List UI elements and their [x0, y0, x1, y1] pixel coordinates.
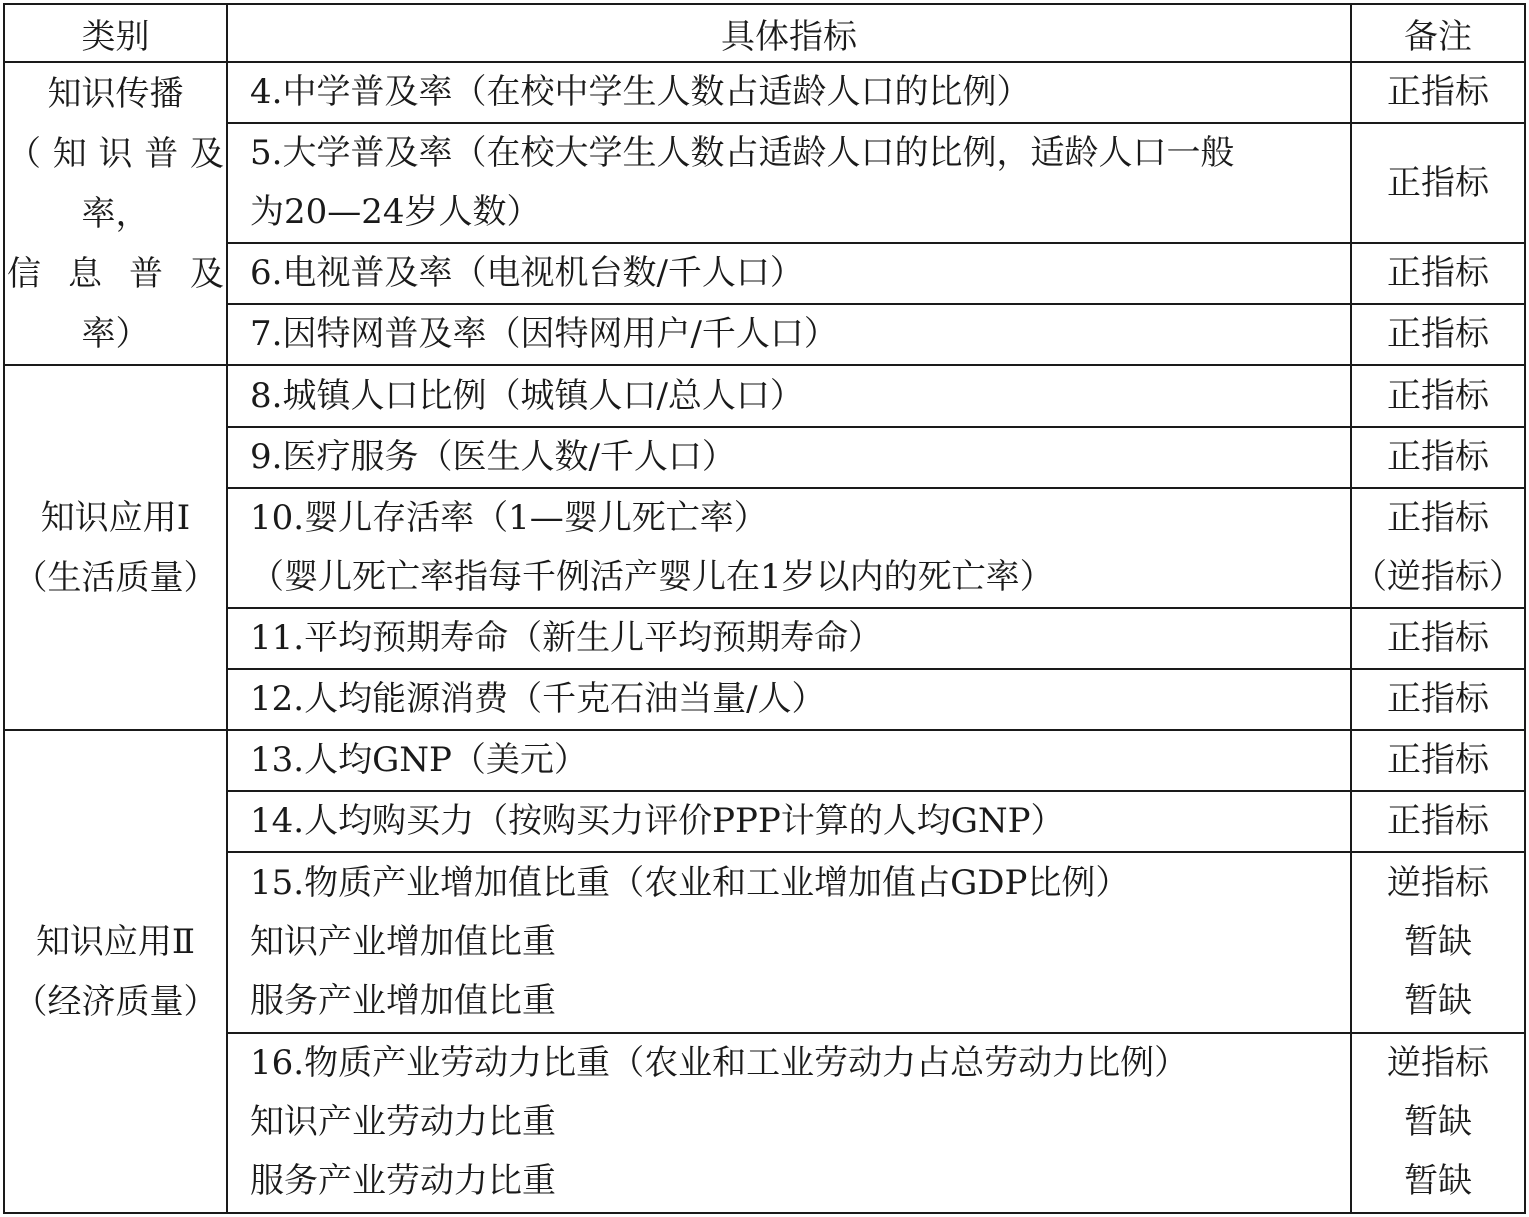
indicator-text: 15.物质产业增加值比重（农业和工业增加值占GDP比例）	[250, 862, 1130, 903]
indicator-cell	[227, 608, 1351, 669]
indicator-text: 9.医疗服务（医生人数/千人口）	[250, 436, 736, 477]
note-cell	[1351, 427, 1525, 488]
indicator-cell	[227, 1033, 1351, 1213]
note-text: 逆指标	[1387, 862, 1489, 903]
table-row	[4, 62, 1525, 123]
table-row	[4, 304, 1525, 365]
note-text: 暂缺	[1404, 1102, 1472, 1143]
note-text: （逆指标）	[1353, 556, 1523, 597]
indicator-text: 知识产业增加值比重	[250, 921, 556, 962]
indicator-text: 服务产业劳动力比重	[250, 1161, 556, 1202]
table-row	[4, 791, 1525, 852]
note-text: 正指标	[1387, 679, 1489, 720]
note-text: 正指标	[1387, 617, 1489, 658]
table-row	[4, 852, 1525, 1032]
note-text: 逆指标	[1387, 1043, 1489, 1084]
category-cell-knowledge-application-1	[4, 365, 227, 730]
category-cell-knowledge-application-2	[4, 730, 227, 1213]
category-line: 知识应用Ⅰ	[40, 497, 191, 538]
note-text: 暂缺	[1404, 921, 1472, 962]
indicator-cell	[227, 62, 1351, 123]
indicator-text: 16.物质产业劳动力比重（农业和工业劳动力占总劳动力比例）	[250, 1043, 1189, 1084]
indicator-cell	[227, 488, 1351, 608]
note-cell	[1351, 791, 1525, 852]
category-line: 率，	[81, 193, 150, 234]
note-cell	[1351, 730, 1525, 791]
note-cell	[1351, 304, 1525, 365]
header-indicator: 具体指标	[227, 4, 1351, 62]
table-row	[4, 365, 1525, 426]
category-cell-knowledge-dissemination	[4, 62, 227, 365]
table-row	[4, 427, 1525, 488]
category-line: （知识普及	[7, 133, 224, 174]
indicator-table	[3, 3, 1526, 1214]
category-line: 信息普及	[7, 253, 224, 294]
indicator-text: 13.人均GNP（美元）	[250, 740, 588, 781]
indicator-text: 8.城镇人口比例（城镇人口/总人口）	[250, 375, 804, 416]
indicator-text: 5.大学普及率（在校大学生人数占适龄人口的比例，适龄人口一般	[250, 133, 1235, 174]
indicator-text: 11.平均预期寿命（新生儿平均预期寿命）	[250, 617, 883, 658]
table-row	[4, 123, 1525, 243]
category-line: （生活质量）	[13, 557, 218, 598]
table-row	[4, 608, 1525, 669]
note-cell	[1351, 852, 1525, 1032]
indicator-text: 12.人均能源消费（千克石油当量/人）	[250, 679, 826, 720]
indicator-cell	[227, 123, 1351, 243]
note-cell	[1351, 669, 1525, 730]
indicator-cell	[227, 243, 1351, 304]
note-cell	[1351, 123, 1525, 243]
table-row	[4, 730, 1525, 791]
note-text: 正指标	[1387, 314, 1489, 355]
note-text: 正指标	[1387, 162, 1489, 203]
note-text: 正指标	[1387, 740, 1489, 781]
note-cell	[1351, 365, 1525, 426]
indicator-cell	[227, 669, 1351, 730]
table-row	[4, 488, 1525, 608]
header-category: 类别	[4, 4, 227, 62]
header-row	[4, 4, 1525, 62]
note-text: 正指标	[1387, 375, 1489, 416]
note-cell	[1351, 62, 1525, 123]
indicator-text: 10.婴儿存活率（1—婴儿死亡率）	[250, 497, 768, 538]
indicator-text: 6.电视普及率（电视机台数/千人口）	[250, 253, 804, 294]
indicator-cell	[227, 852, 1351, 1032]
note-cell	[1351, 488, 1525, 608]
category-line: （经济质量）	[13, 981, 218, 1022]
indicator-text: 为20—24岁人数）	[250, 192, 541, 233]
note-text: 正指标	[1387, 253, 1489, 294]
indicator-cell	[227, 304, 1351, 365]
indicator-cell	[227, 427, 1351, 488]
indicator-text: 4.中学普及率（在校中学生人数占适龄人口的比例）	[250, 72, 1031, 113]
note-text: 正指标	[1387, 801, 1489, 842]
indicator-cell	[227, 365, 1351, 426]
indicator-text: 知识产业劳动力比重	[250, 1102, 556, 1143]
note-text: 正指标	[1387, 436, 1489, 477]
category-line: 知识传播	[47, 73, 184, 114]
indicator-text: 服务产业增加值比重	[250, 980, 556, 1021]
note-text: 正指标	[1387, 72, 1489, 113]
indicator-text: （婴儿死亡率指每千例活产婴儿在1岁以内的死亡率）	[250, 556, 1054, 597]
category-line: 率）	[81, 313, 150, 354]
table-row	[4, 243, 1525, 304]
note-text: 暂缺	[1404, 1161, 1472, 1202]
category-line: 知识应用Ⅱ	[35, 921, 196, 962]
indicator-cell	[227, 730, 1351, 791]
table-row	[4, 1033, 1525, 1213]
note-text: 正指标	[1387, 497, 1489, 538]
note-cell	[1351, 1033, 1525, 1213]
table-row	[4, 669, 1525, 730]
note-cell	[1351, 608, 1525, 669]
indicator-text: 14.人均购买力（按购买力评价PPP计算的人均GNP）	[250, 801, 1065, 842]
note-cell	[1351, 243, 1525, 304]
indicator-text: 7.因特网普及率（因特网用户/千人口）	[250, 314, 838, 355]
indicator-cell	[227, 791, 1351, 852]
note-text: 暂缺	[1404, 980, 1472, 1021]
header-note: 备注	[1351, 4, 1525, 62]
